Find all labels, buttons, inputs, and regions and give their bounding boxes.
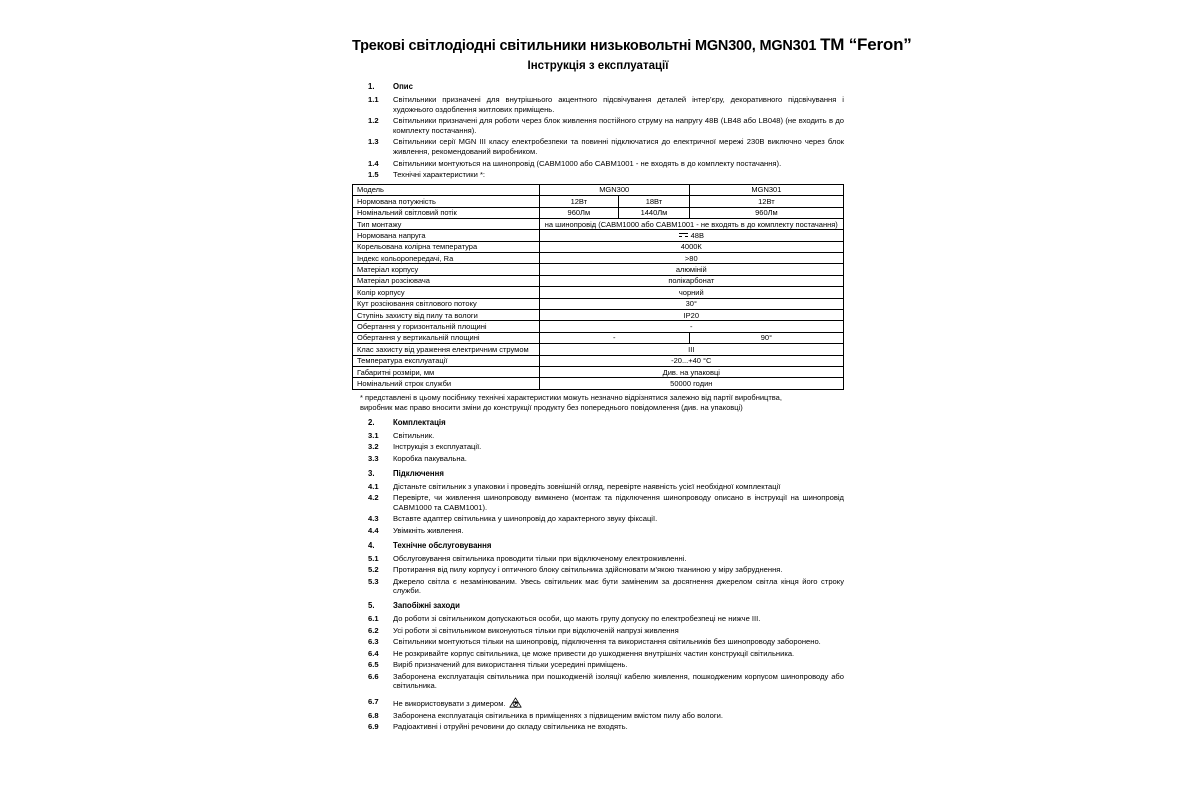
spec-cell: Корельована колірна температура [353,241,540,252]
spec-cell: чорний [539,287,843,298]
page-subtitle: Інструкція з експлуатації [527,60,669,72]
spec-cell: Температура експлуатації [353,355,540,366]
section-heading-label: Запобіжні заходи [393,600,460,610]
item-text: Увімкніть живлення. [393,525,464,535]
table-footnote-line1: * представлені в цьому посібнику технічні характеристики можуть незначно відрізнятися залежно від партії виробництва, [360,392,782,402]
list-item [352,672,844,691]
list-item [352,526,844,536]
spec-cell: 48В [539,230,843,241]
list-item [352,514,844,524]
spec-table-row [353,298,844,309]
spec-table-row [353,344,844,355]
spec-table-row [353,253,844,264]
item-number: 4.4 [368,525,379,535]
item-number: 3.1 [368,430,379,440]
section-heading [352,418,844,428]
list-item [352,116,844,135]
page-title-main: Трекові світлодіодні світильники низьковольтні MGN300, MGN301 [352,38,821,54]
item-number: 4.3 [368,514,379,524]
item-text: Протирання від пилу корпусу і оптичного блоку світильника здійснювати м’якою тканиною у міру забруднення. [393,565,783,575]
spec-cell: 960Лм [689,207,843,218]
item-number: 1.2 [368,116,379,126]
list-item [352,95,844,114]
item-number: 6.1 [368,613,379,623]
list-item [352,577,844,596]
spec-table-row [353,355,844,366]
no-dimmer-warning-icon [509,697,522,708]
item-number: 6.2 [368,625,379,635]
item-number: 6.4 [368,648,379,658]
spec-table-row [353,196,844,207]
spec-cell: Кут розсіювання світлового потоку [353,298,540,309]
item-text: Дістаньте світильник з упаковки і проведіть зовнішній огляд, перевірте наявність усієї необхідної комплектації [393,481,781,491]
spec-table-row [353,321,844,332]
spec-cell: 90° [689,332,843,343]
spec-cell: Див. на упаковці [539,367,843,378]
item-number: 5.2 [368,565,379,575]
list-item [352,493,844,512]
page-title-brand: ТМ “Feron” [820,35,912,54]
list-item [352,554,844,564]
spec-cell: MGN301 [689,184,843,195]
spec-cell: 50000 годин [539,378,843,389]
item-number: 3.3 [368,453,379,463]
item-text: Світильники монтуються на шинопровід (CABM1000 або CABM1001 - не входять в до комплекту постачання). [393,158,782,168]
spec-cell: полікарбонат [539,275,843,286]
section-heading-label: Опис [393,82,413,91]
item-number: 6.9 [368,722,379,732]
item-number: 4.1 [368,481,379,491]
section-Запобіжні заходи [352,601,844,732]
spec-cell: Ступінь захисту від пилу та вологи [353,310,540,321]
sections-after-table [352,418,844,732]
item-number: 4.2 [368,493,379,503]
spec-cell: 18Вт [619,196,690,207]
spec-cell: Нормована потужність [353,196,540,207]
spec-cell: IP20 [539,310,843,321]
item-text: Світильники серії MGN III класу електробезпеки та повинні підключатися до електричної мережі 230В виключно через блок живлення, рекомендований виробником. [393,137,844,156]
list-item [352,170,844,180]
list-item [352,626,844,636]
item-text: Заборонена експлуатація світильника при пошкодженій ізоляції кабелю живлення, пошкодженим корпусом шинопроводу або світильника. [393,671,844,691]
table-footnote [352,393,844,413]
item-text: Не розкривайте корпус світильника, це може привести до ушкодження внутрішніх частин конструкції світильника. [393,648,795,658]
spec-cell: Габаритні розміри, мм [353,367,540,378]
spec-table-row [353,184,844,195]
list-item [352,637,844,647]
item-number: 6.6 [368,671,379,681]
spec-cell: Тип монтажу [353,218,540,229]
spec-cell: III [539,344,843,355]
item-text: Заборонена експлуатація світильника в приміщеннях з підвищеним вмістом пилу або вологи. [393,710,724,720]
spec-table-row [353,332,844,343]
spec-cell: Номінальний строк служби [353,378,540,389]
section-Комплектація [352,418,844,464]
list-item [352,431,844,441]
spec-cell: 30° [539,298,843,309]
spec-table-row [353,275,844,286]
spec-cell: >80 [539,253,843,264]
spec-cell: Матеріал розсіювача [353,275,540,286]
spec-cell: Нормована напруга [353,230,540,241]
list-item [352,660,844,670]
instruction-document [352,34,912,734]
spec-cell: Номінальний світловий потік [353,207,540,218]
item-text: Коробка пакувальна. [393,453,467,463]
spec-cell: - [539,321,843,332]
item-text: Світильники призначені для роботи через блок живлення постійного струму на напругу 48В (LB48 або LB048) (не входить в до комплекту постачання). [393,116,844,135]
item-text: Радіоактивні і отруйні речовини до складу світильника не входять. [393,722,628,732]
spec-cell: Клас захисту від ураження електричним струмом [353,344,540,355]
item-number: 6.7 [368,697,379,707]
list-item [352,442,844,452]
section-number: 5. [368,600,375,610]
item-number: 5.3 [368,576,379,586]
list-item [352,482,844,492]
section-number: 1. [368,82,375,91]
table-footnote-line2: виробник має право вносити зміни до конструкції продукту без попереднього повідомлення (див. на упаковці) [360,402,743,412]
section-heading-label: Підключення [393,468,444,478]
item-text: Світильник. [393,430,435,440]
list-item [352,711,844,721]
list-item [352,722,844,732]
spec-table-row [353,241,844,252]
item-number: 6.3 [368,637,379,647]
item-text: Перевірте, чи живлення шинопроводу вимкнено (монтаж та підключення шинопроводу описано в інструкції на шинопровід CABM1000 та CABM1001). [393,493,844,512]
section-heading [352,82,844,92]
item-number: 6.5 [368,660,379,670]
spec-cell: -20...+40 °C [539,355,843,366]
spec-cell: 1440Лм [619,207,690,218]
section-number: 4. [368,540,375,550]
item-number: 3.2 [368,442,379,452]
section-number: 2. [368,417,375,427]
spec-cell: Обертання у вертикальній площині [353,332,540,343]
list-item [352,649,844,659]
section-number: 3. [368,468,375,478]
spec-cell: Колір корпусу [353,287,540,298]
spec-cell: Матеріал корпусу [353,264,540,275]
dc-current-icon [679,232,688,238]
item-number: 1.1 [368,95,379,104]
spec-table-row [353,207,844,218]
item-text: Виріб призначений для використання тільки усередині приміщень. [393,660,628,670]
item-text: Вставте адаптер світильника у шинопровід до характерного звуку фіксації. [393,514,658,524]
spec-table-row [353,218,844,229]
list-item [352,137,844,156]
item-text: Світильники монтуються тільки на шинопровід, підключення та використання світильників без шинопроводу заборонено. [393,637,821,647]
sections-before-table [352,82,844,180]
item-text: Світильники призначені для внутрішнього акцентного підсвічування деталей інтер’єру, декоративного підсвічування і художнього оздоблення житлових приміщень. [393,95,844,114]
spec-table-row [353,287,844,298]
section-heading-label: Комплектація [393,417,446,427]
list-item [352,565,844,575]
spec-cell: 960Лм [539,207,619,218]
section-heading [352,469,844,479]
item-text: Джерело світла є незамінюваним. Увесь світильник має бути заміненим за досягнення джерелом світла кінця його строку служби. [393,576,844,596]
section-heading [352,601,844,611]
item-number: 1.4 [368,158,379,168]
section-heading [352,541,844,551]
list-item [352,159,844,169]
item-text: Не використовувати з димером. [393,697,844,709]
item-number: 1.3 [368,137,379,147]
spec-table-row [353,264,844,275]
list-item [352,454,844,464]
section-Технічне обслуговування [352,541,844,596]
spec-table-row [353,310,844,321]
item-number: 5.1 [368,553,379,563]
item-text: До роботи зі світильником допускаються особи, що мають групу допуску по електробезпеці не нижче III. [393,613,761,623]
spec-table-row [353,378,844,389]
spec-cell: MGN300 [539,184,689,195]
section-Підключення [352,469,844,536]
spec-cell: Індекс кольоропередачі, Ra [353,253,540,264]
spec-cell: Обертання у горизонтальній площині [353,321,540,332]
list-item [352,697,844,709]
spec-cell: 12Вт [689,196,843,207]
spec-cell: Модель [353,184,540,195]
item-number: 6.8 [368,710,379,720]
item-text: Обслуговування світильника проводити тільки при відключеному електроживленні. [393,553,687,563]
item-text: Усі роботи зі світильником виконуються тільки при відключеній напрузі живлення [393,625,679,635]
page-title [352,34,912,57]
spec-cell: - [539,332,689,343]
list-item [352,614,844,624]
section-Опис [352,82,844,180]
spec-cell: 12Вт [539,196,619,207]
spec-table [352,184,844,390]
spec-cell: алюміній [539,264,843,275]
item-text: Інструкція з експлуатації. [393,442,482,452]
section-heading-label: Технічне обслуговування [393,540,492,550]
item-text: Технічні характеристики *: [393,170,486,180]
item-number: 1.5 [368,170,379,180]
spec-cell: 4000К [539,241,843,252]
spec-cell: на шинопровід (CABM1000 або CABM1001 - не входять в до комплекту постачання) [539,218,843,229]
spec-table-row [353,230,844,241]
spec-table-row [353,367,844,378]
